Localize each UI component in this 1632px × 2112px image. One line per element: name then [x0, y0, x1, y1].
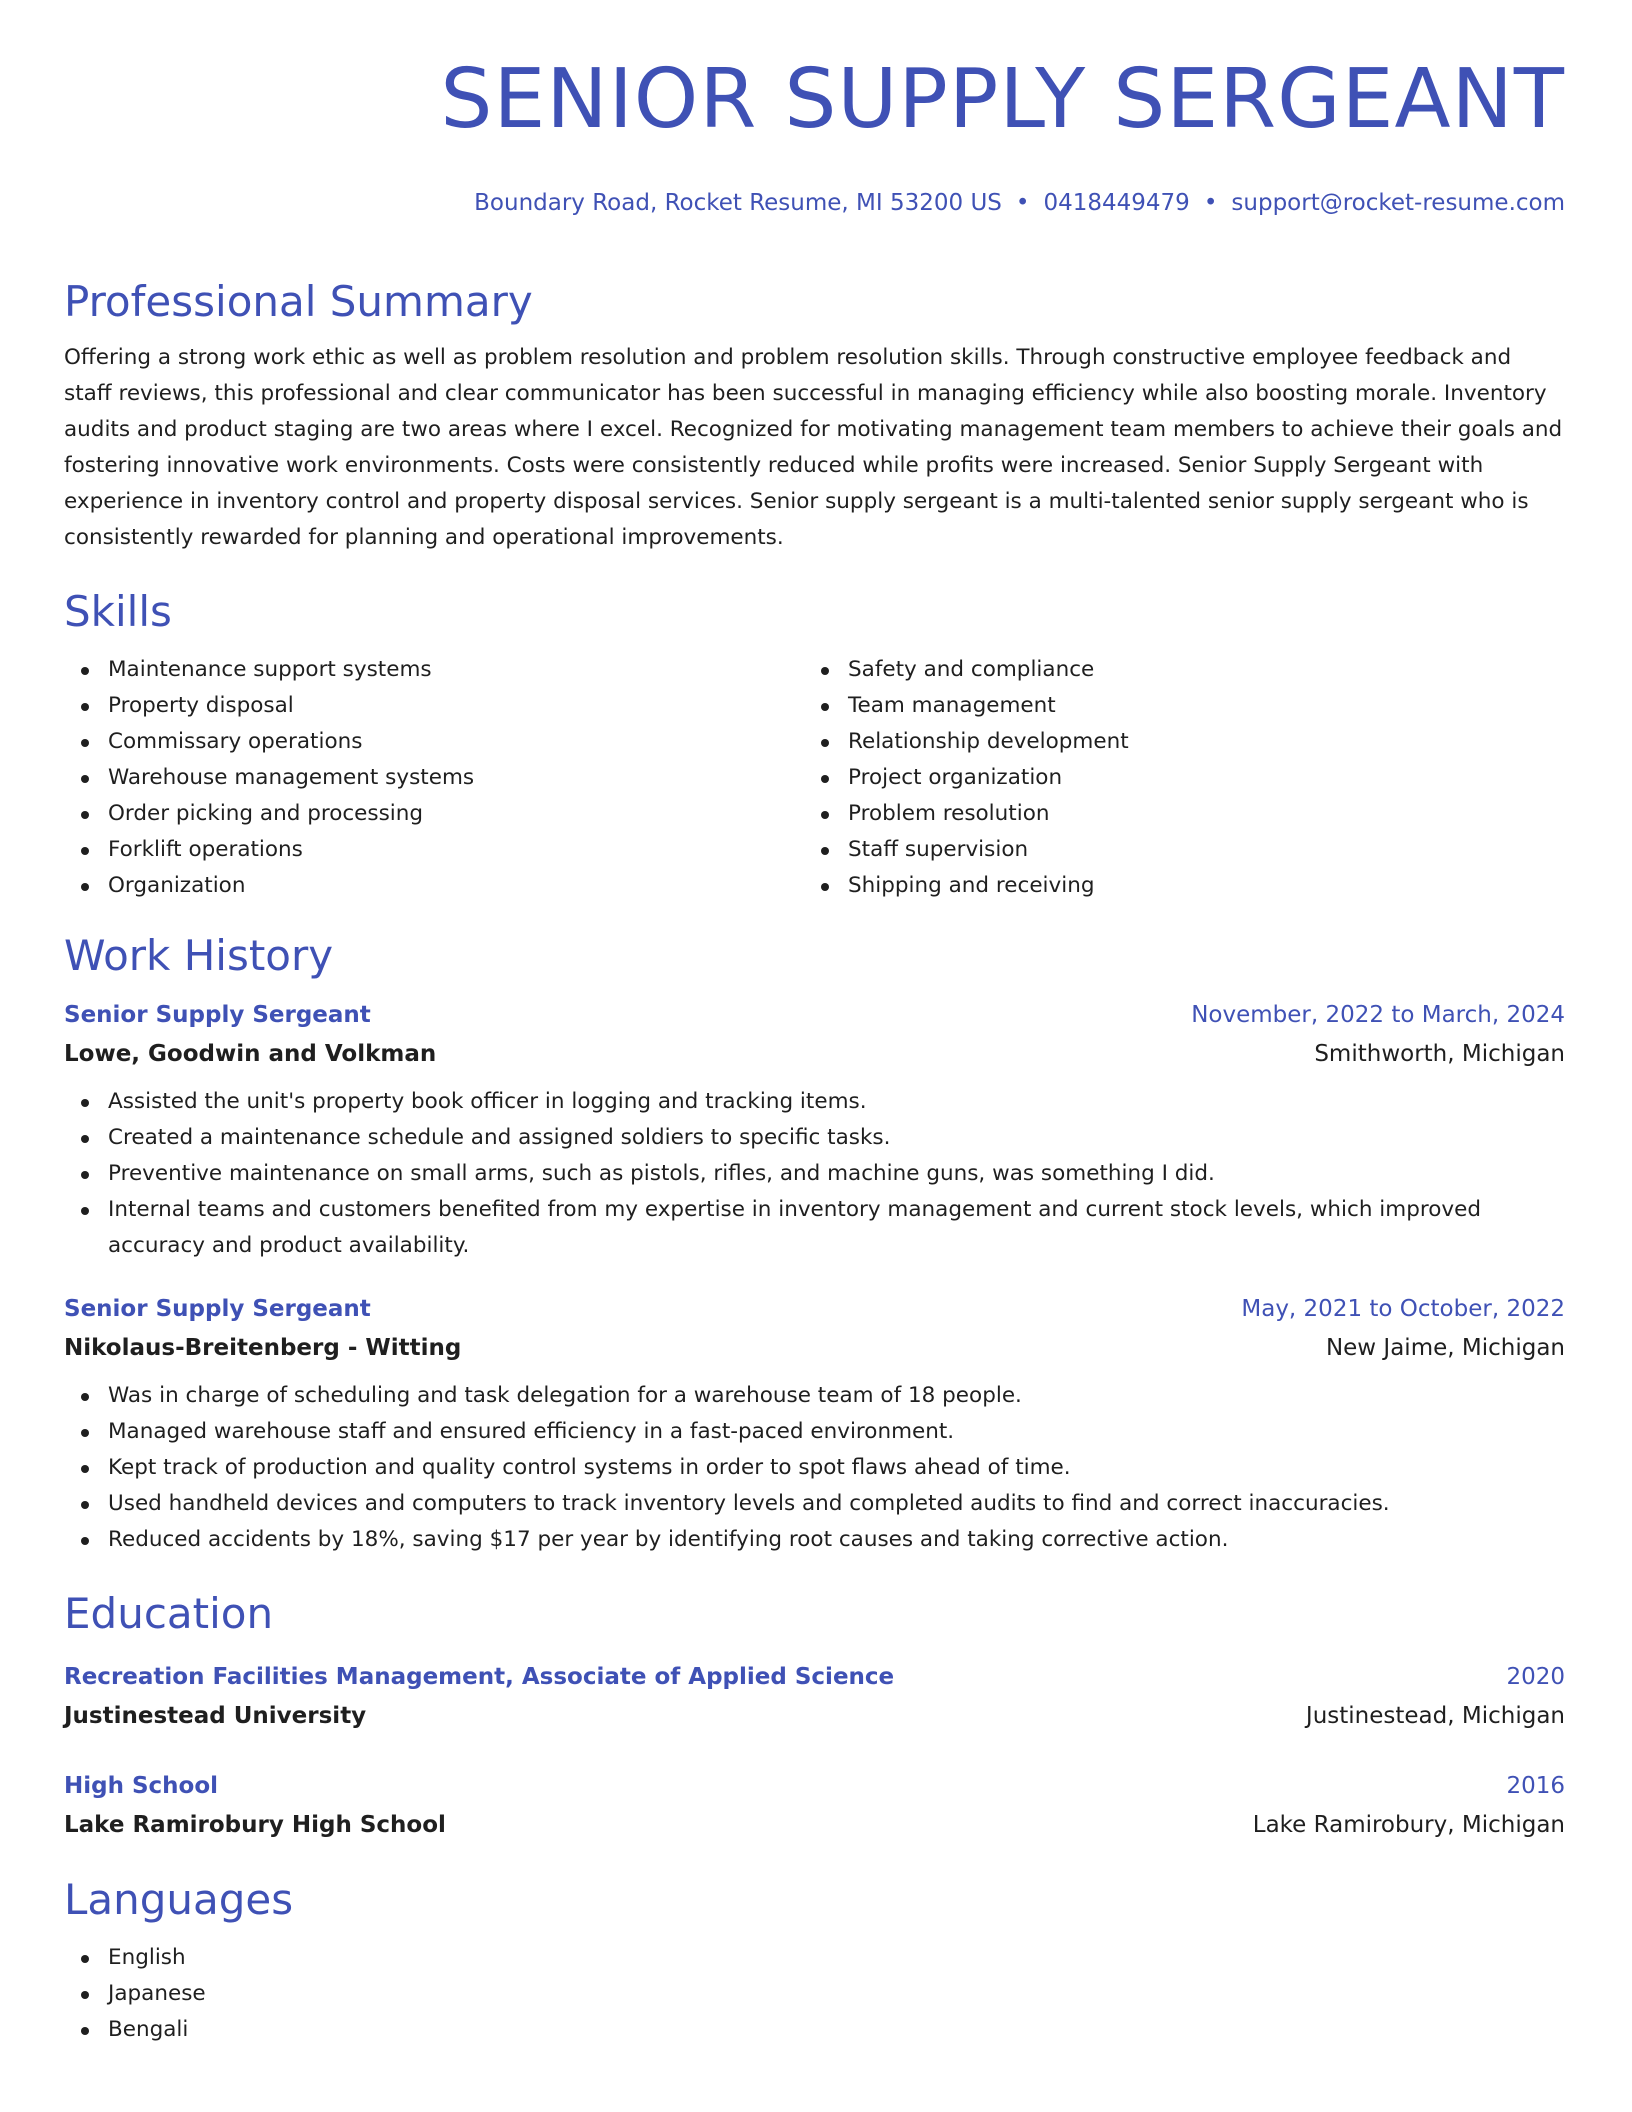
skill-item: Problem resolution	[804, 796, 1544, 832]
job-bullet: Reduced accidents by 18%, saving $17 per year by identifying root causes and taking corrective action.	[64, 1522, 1565, 1558]
email-link[interactable]: support@rocket-resume.com	[1231, 190, 1565, 216]
contact-separator: •	[1015, 190, 1030, 216]
job-location: New Jaime, Michigan	[1325, 1335, 1565, 1361]
job-bullets	[64, 1084, 1565, 1264]
education-heading: Education	[64, 1589, 274, 1638]
school-row	[64, 1810, 1565, 1840]
job-dates: May, 2021 to October, 2022	[1241, 1296, 1565, 1322]
job-title-row	[64, 1294, 1565, 1324]
skill-item: Warehouse management systems	[64, 760, 804, 796]
skill-item: Property disposal	[64, 688, 804, 724]
work-history-heading: Work History	[64, 931, 334, 980]
job-bullet: Internal teams and customers benefited from my expertise in inventory management and current stock levels, which improved accuracy and product availability.	[64, 1192, 1565, 1264]
job-bullets	[64, 1378, 1565, 1558]
skill-item: Safety and compliance	[804, 652, 1544, 688]
school-row	[64, 1701, 1565, 1731]
job-bullet: Was in charge of scheduling and task delegation for a warehouse team of 18 people.	[64, 1378, 1565, 1414]
contact-line	[64, 188, 1565, 218]
job-bullet: Kept track of production and quality control systems in order to spot flaws ahead of time.	[64, 1450, 1565, 1486]
job-dates: November, 2022 to March, 2024	[1191, 1002, 1565, 1028]
work-history-section	[64, 930, 1565, 1558]
language-item: Japanese	[64, 1976, 1565, 2012]
skill-item: Project organization	[804, 760, 1544, 796]
job-bullet: Assisted the unit's property book officer in logging and tracking items.	[64, 1084, 1565, 1120]
skill-item: Organization	[64, 868, 804, 904]
skill-item: Order picking and processing	[64, 796, 804, 832]
education-entry	[64, 1662, 1565, 1731]
job-bullet: Used handheld devices and computers to track inventory levels and completed audits to find and correct inaccuracies.	[64, 1486, 1565, 1522]
degree-name: High School	[64, 1773, 219, 1799]
phone-number: 0418449479	[1043, 190, 1190, 216]
skills-list-left	[64, 652, 804, 904]
job-company-row	[64, 1039, 1565, 1069]
language-item: English	[64, 1940, 1565, 1976]
skills-columns	[64, 652, 1565, 904]
education-entry	[64, 1771, 1565, 1840]
company-name: Nikolaus-Breitenberg - Witting	[64, 1335, 462, 1361]
skill-item: Commissary operations	[64, 724, 804, 760]
school-location: Justinestead, Michigan	[1305, 1703, 1565, 1729]
job-bullet: Preventive maintenance on small arms, such as pistols, rifles, and machine guns, was something I did.	[64, 1156, 1565, 1192]
language-item: Bengali	[64, 2012, 1565, 2048]
school-location: Lake Ramirobury, Michigan	[1252, 1812, 1565, 1838]
summary-text: Offering a strong work ethic as well as problem resolution and problem resolution skills. Through constructive employee feedback and staff reviews, this professional and clear communicator has been successful in managing efficiency while also boosting morale. Inventory audits and product staging are two areas where I excel. Recognized for motivating management team members to achieve their goals and fostering innovative work environments. Costs were consistently reduced while profits were increased. Senior Supply Sergeant with experience in inventory control and property disposal services. Senior supply sergeant is a multi-talented senior supply sergeant who is consistently rewarded for planning and operational improvements.	[64, 345, 1563, 550]
degree-row	[64, 1662, 1565, 1692]
education-section	[64, 1588, 1565, 1840]
job-entry	[64, 1000, 1565, 1264]
resume-header	[64, 52, 1565, 218]
job-entry	[64, 1294, 1565, 1558]
languages-section	[64, 1874, 1565, 2048]
degree-row	[64, 1771, 1565, 1801]
skill-item: Maintenance support systems	[64, 652, 804, 688]
graduation-year: 2020	[1506, 1664, 1565, 1690]
degree-name: Recreation Facilities Management, Associate of Applied Science	[64, 1664, 895, 1690]
languages-list	[64, 1940, 1565, 2048]
candidate-name: SENIOR SUPPLY SERGEANT	[440, 52, 1565, 147]
address: Boundary Road, Rocket Resume, MI 53200 US	[474, 190, 1002, 216]
skill-item: Relationship development	[804, 724, 1544, 760]
languages-heading: Languages	[64, 1875, 294, 1924]
job-title: Senior Supply Sergeant	[64, 1002, 371, 1028]
skill-item: Team management	[804, 688, 1544, 724]
company-name: Lowe, Goodwin and Volkman	[64, 1041, 437, 1067]
job-bullet: Created a maintenance schedule and assigned soldiers to specific tasks.	[64, 1120, 1565, 1156]
summary-heading: Professional Summary	[64, 277, 533, 326]
job-location: Smithworth, Michigan	[1314, 1041, 1565, 1067]
job-bullet: Managed warehouse staff and ensured efficiency in a fast-paced environment.	[64, 1414, 1565, 1450]
skill-item: Staff supervision	[804, 832, 1544, 868]
skill-item: Forklift operations	[64, 832, 804, 868]
skills-heading: Skills	[64, 587, 172, 636]
job-title-row	[64, 1000, 1565, 1030]
skill-item: Shipping and receiving	[804, 868, 1544, 904]
skills-section	[64, 586, 1565, 904]
school-name: Lake Ramirobury High School	[64, 1812, 446, 1838]
school-name: Justinestead University	[64, 1703, 367, 1729]
skills-list-right	[804, 652, 1544, 904]
job-title: Senior Supply Sergeant	[64, 1296, 371, 1322]
job-company-row	[64, 1333, 1565, 1363]
contact-separator: •	[1203, 190, 1218, 216]
graduation-year: 2016	[1506, 1773, 1565, 1799]
summary-section	[64, 276, 1565, 556]
